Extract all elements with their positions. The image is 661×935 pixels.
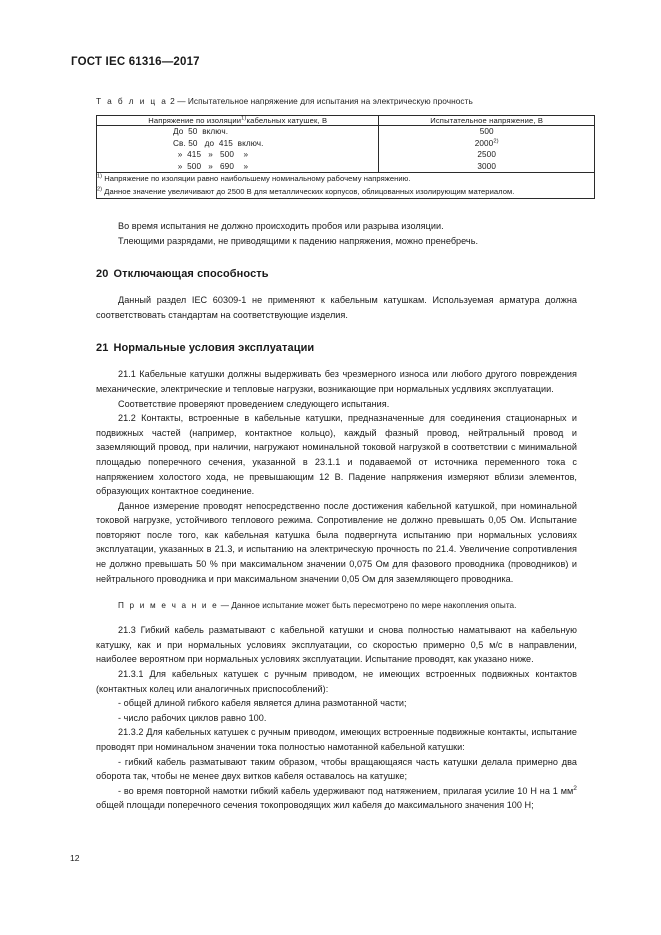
section-heading-20	[96, 268, 577, 280]
table-caption-number: 2	[170, 96, 175, 106]
section-heading-21	[96, 342, 577, 354]
section-title-20: Отключающая способность	[113, 268, 269, 281]
page-number: 12	[70, 853, 80, 863]
section-title-21: Нормальные условия эксплуатации	[113, 342, 315, 355]
page-title: ГОСТ IEC 61316—2017	[71, 56, 200, 68]
range-value: До 50 включ.	[173, 127, 229, 136]
range-value: Св. 50 до 415 включ.	[173, 138, 264, 148]
note-text: — Данное испытание может быть пересмотрено по мере накопления опыта.	[220, 601, 517, 611]
test-voltage-value: 2500	[477, 150, 496, 160]
paragraph-21-3-1: 21.3.1 Для кабельных катушек с ручным приводом, не имеющих встроенных подвижных контактов (контактных колец или аналогичных приспособлений):	[96, 669, 577, 694]
paragraph-21-3-2: 21.3.2 Для кабельных катушек с ручным приводом, имеющих встроенные подвижные контакты, испытание проводят при номинальном значении тока полностью намотанной кабельной катушки:	[96, 727, 577, 752]
paragraph-21-2b: Данное измерение проводят непосредственно после достижения кабельной катушкой, при номинальной токовой нагрузке, устойчивого теплового режима. Сопротивление не должно превышать 0,05 Ом. Испытание повторяют после того, как кабельная катушка была подвергнута испытанию при нормальных условиях эксплуатации, указанных в 21.3, и испытанию на электрическую прочность по 21.4. Увеличение сопротивления не должно превышать 50 % при максимальном значении 0,075 Ом для фазового проводника (проводников) и нейтрального проводника и при максимальном значении 0,05 Ом для заземляющего проводника.	[96, 500, 577, 584]
test-voltage-cell	[379, 126, 595, 173]
paragraph-20-body: Данный раздел IEC 60309-1 не применяют к кабельным катушкам. Используемая арматура должна соответствовать стандартам на соответствующие изделия.	[96, 295, 577, 320]
table-2-wrapper	[96, 115, 595, 199]
column-header-voltage-insulation: Напряжение по изоляции$^{1)}$кабельных катушек, В	[97, 116, 379, 126]
range-value: » 500 » 690 »	[173, 161, 249, 171]
test-voltage-value: 2000$^{2)}$	[474, 137, 499, 148]
range-value: » 415 » 500 »	[173, 150, 249, 160]
table-header-row	[97, 116, 595, 126]
table-data-row	[97, 126, 595, 173]
table-2	[96, 115, 595, 199]
voltage-range-cell	[97, 126, 379, 173]
column-header-test-voltage: Испытательное напряжение, В	[379, 116, 595, 126]
paragraph-21-1b: Соответствие проверяют проведением следующего испытания.	[118, 398, 390, 409]
section-number-21: 21	[96, 342, 109, 355]
paragraph-21-2: 21.2 Контакты, встроенные в кабельные катушки, предназначенные для соединения стационарных и подвижных частей (например, контактное кольцо), каждый фазный провод, нейтральный провод и заземляющий провод, при наличии, нагружают номинальной токовой нагрузкой в соответствии с минимальной площадью поперечного сечения, указанной в 23.1.1 и подаваемой от источника переменного тока с напряжением холостого хода, не превышающим 12 В. Падение напряжения измеряют вблизи элементов, образующих контактное соединение.	[96, 413, 577, 497]
table-caption-text: — Испытательное напряжение для испытания на электрическую прочность	[177, 96, 473, 106]
table-caption-label: Т а б л и ц а	[96, 96, 168, 106]
table-footnote: $^{2)}$ Данное значение увеличивают до 2500 В для металлических корпусов, облицованных изолирующим материалом.	[97, 186, 515, 196]
list-item: - гибкий кабель разматывают таким образом, чтобы вращающаяся часть катушки делала примерно два оборота так, чтобы не менее двух витков кабеля оставалось на катушке;	[96, 756, 577, 782]
list-item: - число рабочих циклов равно 100.	[118, 712, 267, 723]
footnote-marker-2: 2)	[493, 137, 499, 144]
test-voltage-value: 500	[479, 127, 494, 136]
list-item: - общей длиной гибкого кабеля является длина размотанной части;	[118, 698, 407, 709]
footnote-marker-1: 1)	[241, 115, 247, 122]
paragraph-after-table-2: Тлеющими разрядами, не приводящими к падению напряжения, можно пренебречь.	[118, 235, 479, 246]
list-item: - во время повторной намотки гибкий кабель удерживают под натяжением, прилагая усилие 10 Н на 1 $мм^2$ общей площади поперечного сечения токопроводящих жил кабеля до максимального значения 100 Н;	[96, 784, 577, 811]
superscript-square: 2	[573, 784, 577, 792]
section-number-20: 20	[96, 268, 109, 281]
table-footnotes-cell	[97, 173, 595, 199]
note-paragraph	[96, 599, 577, 612]
table-footnotes-row	[97, 173, 595, 199]
document-body	[70, 219, 591, 813]
paragraph-21-1: 21.1 Кабельные катушки должны выдерживать без чрезмерного износа или любого другого повреждения механические, электрические и тепловые нагрузки, возникающие при нормальных усдлвиях эксплуатации.	[96, 369, 577, 394]
note-label: П р и м е ч а н и е	[118, 601, 219, 611]
table-footnote: $^{1)}$ Напряжение по изоляции равно наибольшему номинальному рабочему напряжению.	[97, 173, 411, 184]
paragraph-21-3: 21.3 Гибкий кабель разматывают с кабельной катушки и снова полностью наматывают на кабельную катушку, как и при нормальных условиях эксплуатации, со скоростью примерно 0,5 м/с в направлении, наиболее вероятном при нормальных условиях эксплуатации. Испытание проводят, как указано ниже.	[96, 625, 577, 665]
test-voltage-value: 3000	[477, 161, 496, 171]
paragraph-after-table-1: Во время испытания не должно происходить пробоя или разрыва изоляции.	[118, 220, 444, 231]
table-caption	[96, 96, 591, 106]
